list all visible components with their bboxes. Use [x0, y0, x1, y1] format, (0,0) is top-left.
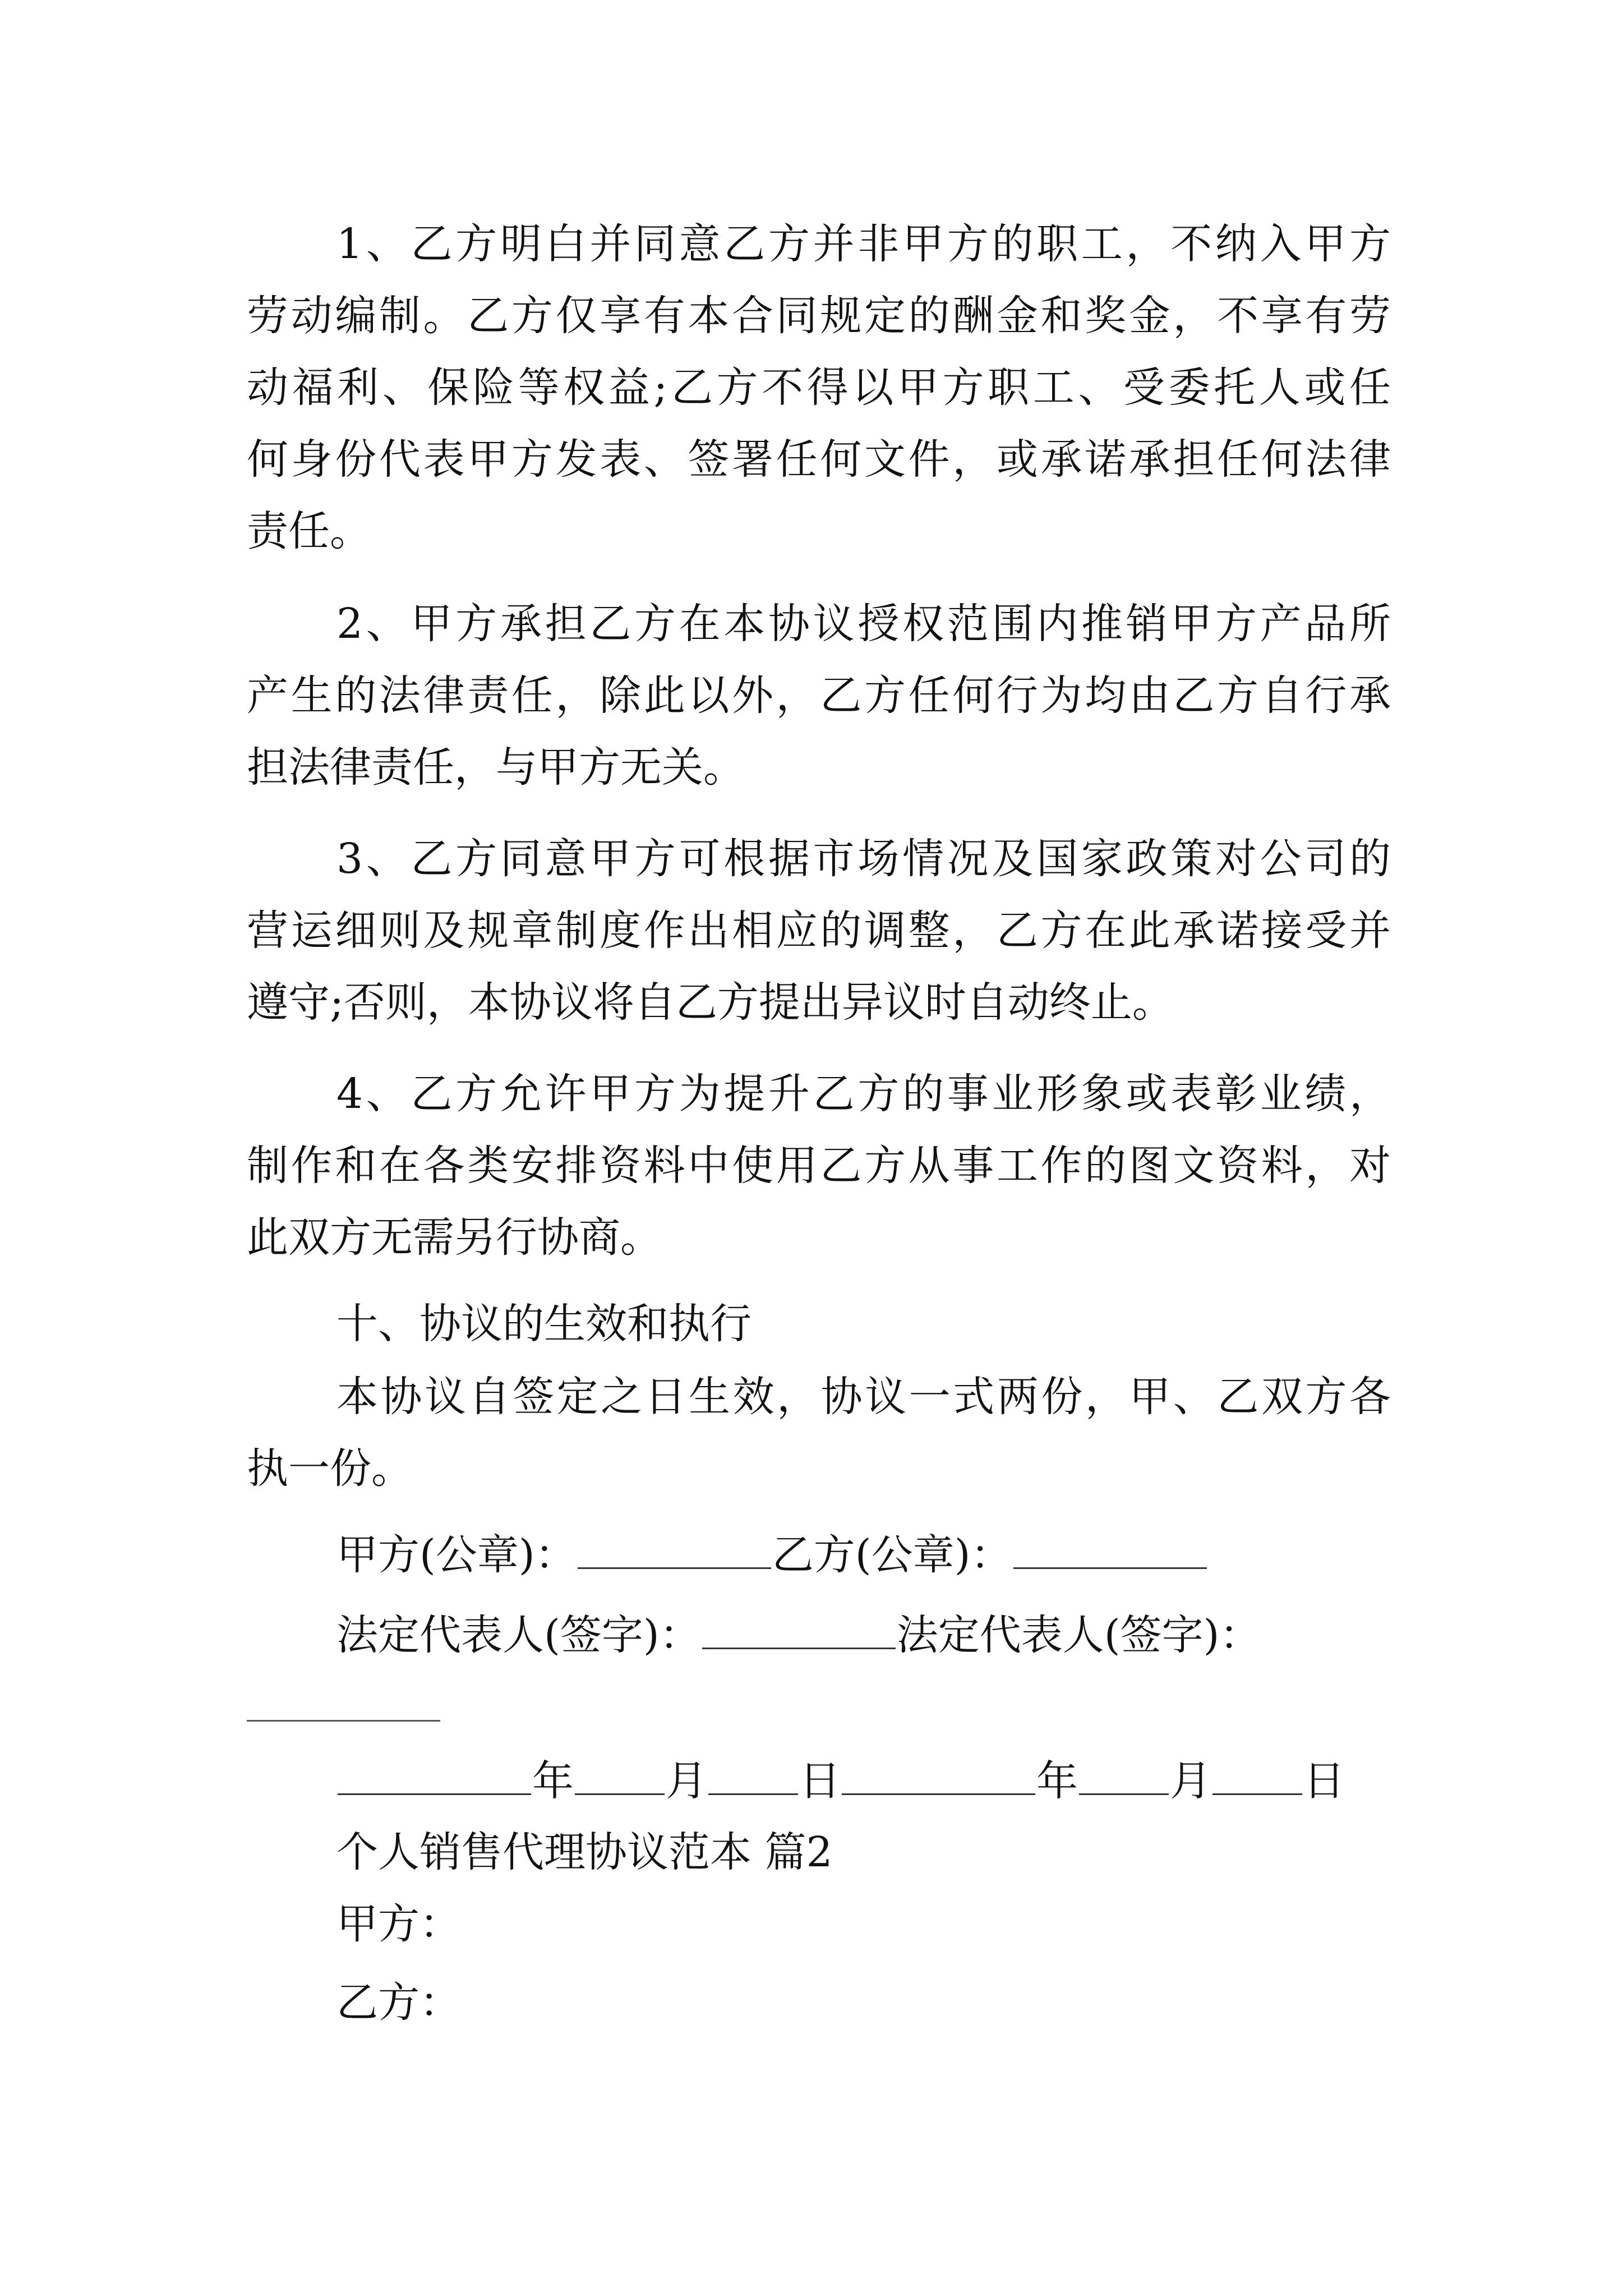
date-a-day-label: 日: [799, 1757, 841, 1805]
date-a-year-label: 年: [532, 1757, 574, 1805]
next-party-a-label: 甲方：: [336, 1900, 461, 1948]
effect-line-2: 执一份。: [247, 1444, 413, 1493]
next-party-b-label: 乙方：: [336, 1978, 461, 2027]
clause-2-line-3: 担法律责任，与甲方无关。: [247, 743, 745, 792]
legal-rep-a-blank[interactable]: [702, 1647, 896, 1649]
clause-1-line-3: 动福利、保险等权益;乙方不得以甲方职工、受委托人或任: [247, 364, 1391, 412]
clause-2-line-1: 2、甲方承担乙方在本协议授权范围内推销甲方产品所: [336, 600, 1391, 648]
party-b-seal-blank[interactable]: [1013, 1567, 1207, 1569]
clause-1-line-4: 何身份代表甲方发表、签署任何文件，或承诺承担任何法律: [247, 435, 1391, 484]
date-b-day-label: 日: [1303, 1757, 1345, 1805]
date-b-day-blank[interactable]: [1212, 1793, 1302, 1795]
date-b-month-blank[interactable]: [1079, 1793, 1169, 1795]
clause-3-line-2: 营运细则及规章制度作出相应的调整，乙方在此承诺接受并: [247, 907, 1391, 955]
party-b-seal-label: 乙方(公章)：: [772, 1531, 1012, 1579]
date-a-year-blank[interactable]: [338, 1793, 531, 1795]
date-a-day-blank[interactable]: [708, 1793, 798, 1795]
date-b-month-label: 月: [1170, 1757, 1211, 1805]
clause-4-line-2: 制作和在各类安排资料中使用乙方从事工作的图文资料，对: [247, 1142, 1391, 1190]
clause-4-line-3: 此双方无需另行协商。: [247, 1213, 662, 1262]
next-section-title: 个人销售代理协议范本 篇2: [336, 1828, 833, 1876]
date-b-year-blank[interactable]: [842, 1793, 1035, 1795]
date-row: [336, 1753, 1345, 1809]
legal-rep-b-blank[interactable]: [247, 1720, 440, 1722]
date-a-month-label: 月: [666, 1757, 707, 1805]
clause-3-line-3: 遵守;否则，本协议将自乙方提出异议时自动终止。: [247, 978, 1174, 1027]
clause-1-line-1: 1、乙方明白并同意乙方并非甲方的职工，不纳入甲方: [336, 220, 1391, 268]
effect-line-1: 本协议自签定之日生效，协议一式两份，甲、乙双方各: [336, 1373, 1391, 1421]
party-a-seal-label: 甲方(公章)：: [336, 1531, 577, 1579]
legal-rep-a-label: 法定代表人(签字)：: [336, 1611, 701, 1659]
party-a-seal-blank[interactable]: [578, 1567, 771, 1569]
clause-1-line-2: 劳动编制。乙方仅享有本合同规定的酬金和奖金，不享有劳: [247, 292, 1391, 340]
clause-4-line-1: 4、乙方允许甲方为提升乙方的事业形象或表彰业绩，: [336, 1070, 1391, 1118]
section-10-heading: 十、协议的生效和执行: [336, 1300, 751, 1348]
legal-rep-b-label: 法定代表人(签字)：: [896, 1611, 1261, 1659]
clause-2-line-2: 产生的法律责任，除此以外，乙方任何行为均由乙方自行承: [247, 671, 1391, 720]
legal-rep-row: [336, 1607, 1261, 1663]
date-b-year-label: 年: [1036, 1757, 1078, 1805]
clause-3-line-1: 3、乙方同意甲方可根据市场情况及国家政策对公司的: [336, 835, 1391, 883]
clause-1-line-5: 责任。: [247, 507, 371, 555]
seal-row: [336, 1527, 1208, 1583]
date-a-month-blank[interactable]: [575, 1793, 665, 1795]
